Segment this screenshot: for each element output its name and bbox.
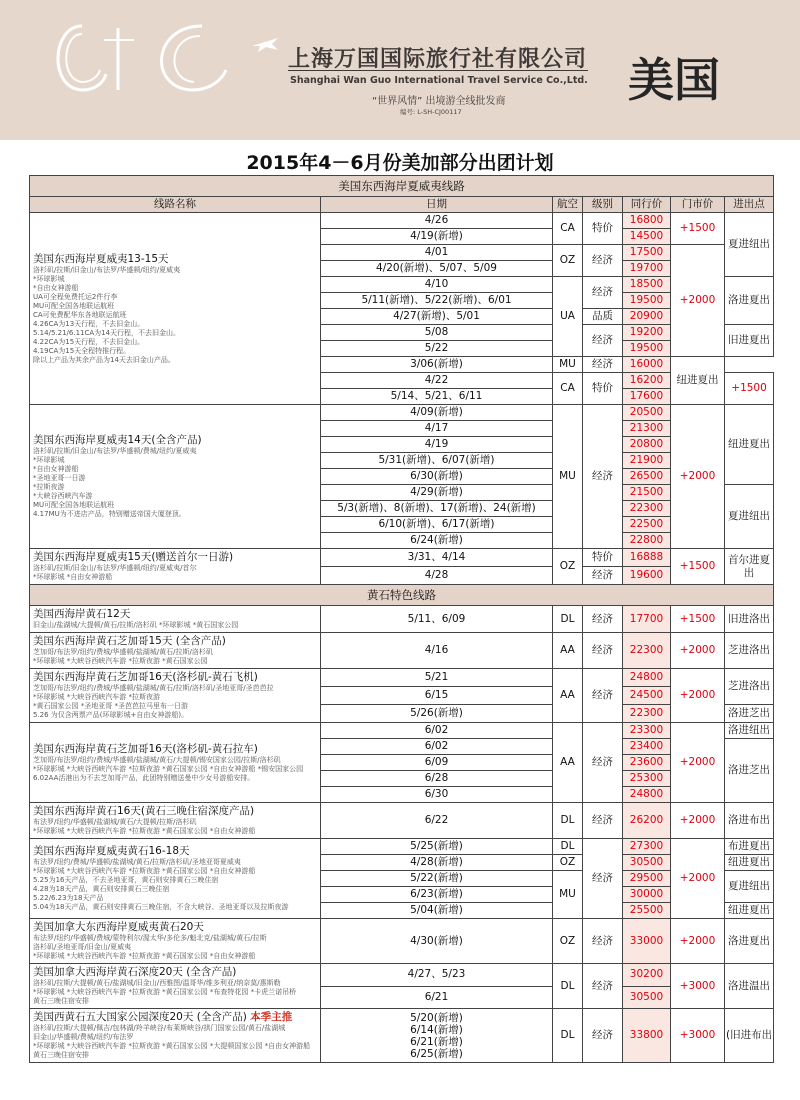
route-cell: 美国东西海岸黄石16天(黄石三晚住宿深度产品) 布法罗/纽约/华盛顿/盐湖城/黄石/大提顿/拉斯/洛杉矶 *环球影城 *大峡谷西峡汽车游 *拉斯夜游 *黄石国家公园 *自由女神游船 (30, 803, 321, 839)
route-cell: 美国东西海岸黄石芝加哥16天(洛杉矶-黄石拉车) 芝加哥/布法罗/纽约/费城/华盛顿/盐湖城/黄石/大提顿/锡安国家公园/拉斯/洛杉矶 *环球影城 *大峡谷西峡汽车游 *拉斯夜游 *黄石国家公园 *自由女神游船 *锡安国家公园 6.02AA活港出为不去芝加哥产品，此团特别赠送曼中少女号游船安排。 (30, 723, 321, 803)
col-trade-price: 同行价 (623, 197, 671, 213)
col-entry-exit: 进出点 (725, 197, 774, 213)
table-row: 4/19 20800 (30, 437, 774, 453)
company-slogan: “世界风情” 出境游全线批发商 (372, 96, 506, 107)
table-row: 4/22 CA 特价 16200 +1500 (30, 373, 774, 389)
table-row: 美国东西海岸黄石16天(黄石三晚住宿深度产品) 布法罗/纽约/华盛顿/盐湖城/黄石/大提顿/拉斯/洛杉矶 *环球影城 *大峡谷西峡汽车游 *拉斯夜游 *黄石国家公园 *自由女神游船 6/22 DL 经济 26200 +2000 洛进布出 (30, 803, 774, 839)
table-row: 美国东西海岸夏威夷黄石16-18天 布法罗/纽约/费城/华盛顿/盐湖城/黄石/拉斯/洛杉矶/圣地亚哥夏威夷 *环球影城 *大峡谷西峡汽车游 *拉斯夜游 *黄石国家公园 *自由女神游船 5.25为16天产品，不去圣地亚哥，黄石则安排黄石三晚住宿 4.28为18天产品，黄石则安排黄石三晚住宿 5.22/6.23为18天产品 5.04为18天产品，黄石则安排黄石三晚住宿，不含大峡谷、圣地亚哥以及拉斯夜游 5/25(新增) DL 经济 27300 +2000 布进夏出 (30, 839, 774, 855)
route-cell: 美国东西海岸夏威夷13-15天 洛杉矶/拉斯/旧金山/布法罗/华盛顿/纽约/夏威夷 *环球影城 *自由女神游船 UA可全程免费托运2件行李 MU可配全国各地联运航班 CA可免费配华东各地联运航班 4.26CA为13天行程，不去旧金山。 5.14/5.21/6.11CA为14天行程，不去旧金山。 4.22CA为15天行程，不去旧金山。 4.19CA为15天全程特推行程。 除以上产品为其余产品为14天去旧金山产品。 (30, 213, 321, 405)
route-cell: 美国东西海岸夏威夷14天(全含产品) 洛杉矶/拉斯/旧金山/布法罗/华盛顿/费城/纽约/夏威夷 *环球影城 *自由女神游船 *圣地亚哥一日游 *拉斯夜游 *大峡谷西峡汽车游 MU可配全国各地联运航班 4.17MU为不进店产品，特别赠送帝国大厦登顶。 (30, 405, 321, 549)
table-row: 5/11(新增)、5/22(新增)、6/01 19500 (30, 293, 774, 309)
plane-icon (250, 34, 280, 54)
table-row: 美国东西海岸夏威夷15天(赠送首尔一日游) 洛杉矶/拉斯/旧金山/布法罗/华盛顿/纽约/夏威夷/首尔 *环球影城 *自由女神游船 3/31、4/14 OZ 特价 16888 +1500 首尔进夏出 (30, 549, 774, 567)
country-label: 美国 (628, 53, 720, 107)
route-cell: 美国东西海岸夏威夷15天(赠送首尔一日游) 洛杉矶/拉斯/旧金山/布法罗/华盛顿/纽约/夏威夷/首尔 *环球影城 *自由女神游船 (30, 549, 321, 585)
route-cell: 美国西海岸黄石12天 旧金山/盐湖城/大提顿/黄石/拉斯/洛杉矶 *环球影城 *黄石国家公园 (30, 606, 321, 633)
table-row: 4/28 经济 19600 (30, 567, 774, 585)
route-cell: 美国东西海岸夏威夷黄石16-18天 布法罗/纽约/费城/华盛顿/盐湖城/黄石/拉斯/洛杉矶/圣地亚哥夏威夷 *环球影城 *大峡谷西峡汽车游 *拉斯夜游 *黄石国家公园 *自由女神游船 5.25为16天产品，不去圣地亚哥，黄石则安排黄石三晚住宿 4.28为18天产品，黄石则安排黄石三晚住宿 5.22/6.23为18天产品 5.04为18天产品，黄石则安排黄石三晚住宿，不含大峡谷、圣地亚哥以及拉斯夜游 (30, 839, 321, 919)
table-row: 4/29(新增) 21500 夏进纽出 (30, 485, 774, 501)
table-row: 美国加拿大东西海岸夏威夷黄石20天 布法罗/纽约/华盛顿/费城/蒙特利尔/渥太华/多伦多/魁北克/盐湖城/黄石/拉斯 洛杉矶/圣地亚哥/旧金山/夏威夷 *环球影城 *大峡谷西峡汽车游 *拉斯夜游 *黄石国家公园 *自由女神游船 4/30(新增) OZ 经济 33000 +2000 洛进夏出 (30, 919, 774, 964)
table-row: 6/02 23400 洛进芝出 (30, 739, 774, 755)
table-row: 美国东西海岸夏威夷13-15天 洛杉矶/拉斯/旧金山/布法罗/华盛顿/纽约/夏威夷 *环球影城 *自由女神游船 UA可全程免费托运2件行李 MU可配全国各地联运航班 CA可免费配华东各地联运航班 4.26CA为13天行程，不去旧金山。 5.14/5.21/6.11CA为14天行程，不去旧金山。 4.22CA为15天行程，不去旧金山。 4.19CA为15天全程特推行程。 除以上产品为其余产品为14天去旧金山产品。 4/26 CA 特价 16800 +1500 夏进纽出 (30, 213, 774, 229)
col-retail-price: 门市价 (671, 197, 725, 213)
schedule-table (29, 175, 774, 1063)
section-header: 黄石特色线路 (30, 585, 774, 606)
col-route: 线路名称 (30, 197, 321, 213)
company-logo (42, 18, 242, 98)
table-row: 美国西黄石五大国家公园深度20天 (全含产品) 本季主推 洛杉矶/拉斯/大提顿/佩吉/包林湖/羚羊峡谷/布莱斯峡谷/拱门国家公园/黄石/盐湖城 旧金山/华盛顿/费城/纽约/布法罗 *环球影城 *大峡谷西峡汽车游 *拉斯夜游 *黄石国家公园 *大提顿国家公园 *自由女神游船 黄石三晚住宿安排 5/20(新增) 6/14(新增) 6/21(新增) 6/25(新增) DL 经济 33800 +3000 (旧进布出 (30, 1009, 774, 1063)
company-name-en: Shanghai Wan Guo International Travel Service Co.,Ltd. (290, 75, 588, 86)
table-row: 4/17 21300 (30, 421, 774, 437)
page-title: 2015年4－6月份美加部分出团计划 (246, 152, 554, 174)
table-row: 5/04(新增) 25500 纽进夏出 (30, 903, 774, 919)
table-row: 6/30(新增) 26500 (30, 469, 774, 485)
company-code: 编号: L-SH-CJ00117 (400, 108, 462, 116)
route-cell: 美国加拿大东西海岸夏威夷黄石20天 布法罗/纽约/华盛顿/费城/蒙特利尔/渥太华/多伦多/魁北克/盐湖城/黄石/拉斯 洛杉矶/圣地亚哥/旧金山/夏威夷 *环球影城 *大峡谷西峡汽车游 *拉斯夜游 *黄石国家公园 *自由女神游船 (30, 919, 321, 964)
table-row: 美国东西海岸黄石芝加哥16天(洛杉矶-黄石拉车) 芝加哥/布法罗/纽约/费城/华盛顿/盐湖城/黄石/大提顿/锡安国家公园/拉斯/洛杉矶 *环球影城 *大峡谷西峡汽车游 *拉斯夜游 *黄石国家公园 *自由女神游船 *锡安国家公园 6.02AA活港出为不去芝加哥产品，此团特别赠送曼中少女号游船安排。 6/02 AA 经济 23300 +2000 洛进纽出 (30, 723, 774, 739)
route-cell: 美国西黄石五大国家公园深度20天 (全含产品) 本季主推 洛杉矶/拉斯/大提顿/佩吉/包林湖/羚羊峡谷/布莱斯峡谷/拱门国家公园/黄石/盐湖城 旧金山/华盛顿/费城/纽约/布法罗 *环球影城 *大峡谷西峡汽车游 *拉斯夜游 *黄石国家公园 *大提顿国家公园 *自由女神游船 黄石三晚住宿安排 (30, 1009, 321, 1063)
column-headers (30, 197, 774, 213)
table-row: 6/21 30500 (30, 986, 774, 1009)
col-class: 级别 (583, 197, 623, 213)
table-row: 4/10 UA 经济 18500 洛进夏出 (30, 277, 774, 293)
table-row: 4/27(新增)、5/01 品质 20900 (30, 309, 774, 325)
table-row: 5/31(新增)、6/07(新增) 21900 (30, 453, 774, 469)
table-row: 6/28 25300 (30, 771, 774, 787)
route-cell: 美国加拿大西海岸黄石深度20天 (全含产品) 洛杉矶/拉斯/大提顿/黄石/盐湖城/旧金山/西雅图/温哥华/维多利亚/纳奈莫/惠斯勒 *环球影城 *大峡谷西峡汽车游 *拉斯夜游 *黄石国家公园 *布查特花园 *卡虎兰诺吊桥 黄石三晚住宿安排 (30, 964, 321, 1009)
section-header: 美国东西海岸夏威夷线路 (30, 176, 774, 197)
table-row: 3/06(新增) MU 经济 16000 纽进夏出 (30, 357, 774, 373)
header-divider (288, 70, 588, 71)
header (0, 0, 800, 140)
route-cell: 美国东西海岸黄石芝加哥15天 (全含产品) 芝加哥/布法罗/纽约/费城/华盛顿/盐湖城/黄石/拉斯/洛杉矶 *环球影城 *大峡谷西峡汽车游 *拉斯夜游 *黄石国家公园 (30, 633, 321, 669)
col-date: 日期 (321, 197, 553, 213)
table-row: 美国加拿大西海岸黄石深度20天 (全含产品) 洛杉矶/拉斯/大提顿/黄石/盐湖城/旧金山/西雅图/温哥华/维多利亚/纳奈莫/惠斯勒 *环球影城 *大峡谷西峡汽车游 *拉斯夜游 *黄石国家公园 *布查特花园 *卡虎兰诺吊桥 黄石三晚住宿安排 4/27、5/23 DL 经济 30200 +3000 洛进温出 (30, 964, 774, 987)
table-row: 4/01 OZ 经济 17500 +2000 (30, 245, 774, 261)
table-row: 5/14、5/21、6/11 17600 (30, 389, 774, 405)
table-row: 美国东西海岸黄石芝加哥16天(洛杉矶-黄石飞机) 芝加哥/布法罗/纽约/费城/华盛顿/盐湖城/黄石/拉斯/洛杉矶/圣地亚哥/圣芭芭拉 *环球影城 *大峡谷西峡汽车游 *拉斯夜游 *黄石国家公园 *圣地亚哥 *圣芭芭拉马里布一日游 5.26 为仅含两票产品(环球影城+自由女神游船)。 5/21 AA 经济 24800 +2000 芝进洛出 (30, 669, 774, 687)
table-row: 6/30 24800 (30, 787, 774, 803)
table-row: 6/23(新增) 30000 (30, 887, 774, 903)
table-row: 美国东西海岸夏威夷14天(全含产品) 洛杉矶/拉斯/旧金山/布法罗/华盛顿/费城/纽约/夏威夷 *环球影城 *自由女神游船 *圣地亚哥一日游 *拉斯夜游 *大峡谷西峡汽车游 MU可配全国各地联运航班 4.17MU为不进店产品，特别赠送帝国大厦登顶。 4/09(新增) MU 经济 20500 +2000 纽进夏出 (30, 405, 774, 421)
featured-badge: 本季主推 (250, 1011, 293, 1023)
table-row: 6/15 24500 (30, 687, 774, 705)
table-row: 5/22 19500 (30, 341, 774, 357)
table-row: 4/19(新增) 14500 (30, 229, 774, 245)
table-row: 5/22(新增) MU 29500 夏进纽出 (30, 871, 774, 887)
table-row: 6/10(新增)、6/17(新增) 22500 (30, 517, 774, 533)
table-row: 4/20(新增)、5/07、5/09 19700 (30, 261, 774, 277)
table-row: 美国东西海岸黄石芝加哥15天 (全含产品) 芝加哥/布法罗/纽约/费城/华盛顿/盐湖城/黄石/拉斯/洛杉矶 *环球影城 *大峡谷西峡汽车游 *拉斯夜游 *黄石国家公园 4/16 AA 经济 22300 +2000 芝进洛出 (30, 633, 774, 669)
table-row: 5/3(新增)、8(新增)、17(新增)、24(新增) 22300 (30, 501, 774, 517)
table-row: 5/08 经济 19200 旧进夏出 (30, 325, 774, 341)
col-airline: 航空 (553, 197, 583, 213)
table-row: 5/26(新增) 22300 洛进芝出 (30, 705, 774, 723)
table-row: 美国西海岸黄石12天 旧金山/盐湖城/大提顿/黄石/拉斯/洛杉矶 *环球影城 *黄石国家公园 5/11、6/09 DL 经济 17700 +1500 旧进洛出 (30, 606, 774, 633)
route-cell: 美国东西海岸黄石芝加哥16天(洛杉矶-黄石飞机) 芝加哥/布法罗/纽约/费城/华盛顿/盐湖城/黄石/拉斯/洛杉矶/圣地亚哥/圣芭芭拉 *环球影城 *大峡谷西峡汽车游 *拉斯夜游 *黄石国家公园 *圣地亚哥 *圣芭芭拉马里布一日游 5.26 为仅含两票产品(环球影城+自由女神游船)。 (30, 669, 321, 723)
table-row: 4/28(新增) OZ 30500 纽进夏出 (30, 855, 774, 871)
table-row: 6/09 23600 (30, 755, 774, 771)
table-row: 6/24(新增) 22800 (30, 533, 774, 549)
company-name-cn: 上海万国国际旅行社有限公司 (288, 47, 588, 72)
